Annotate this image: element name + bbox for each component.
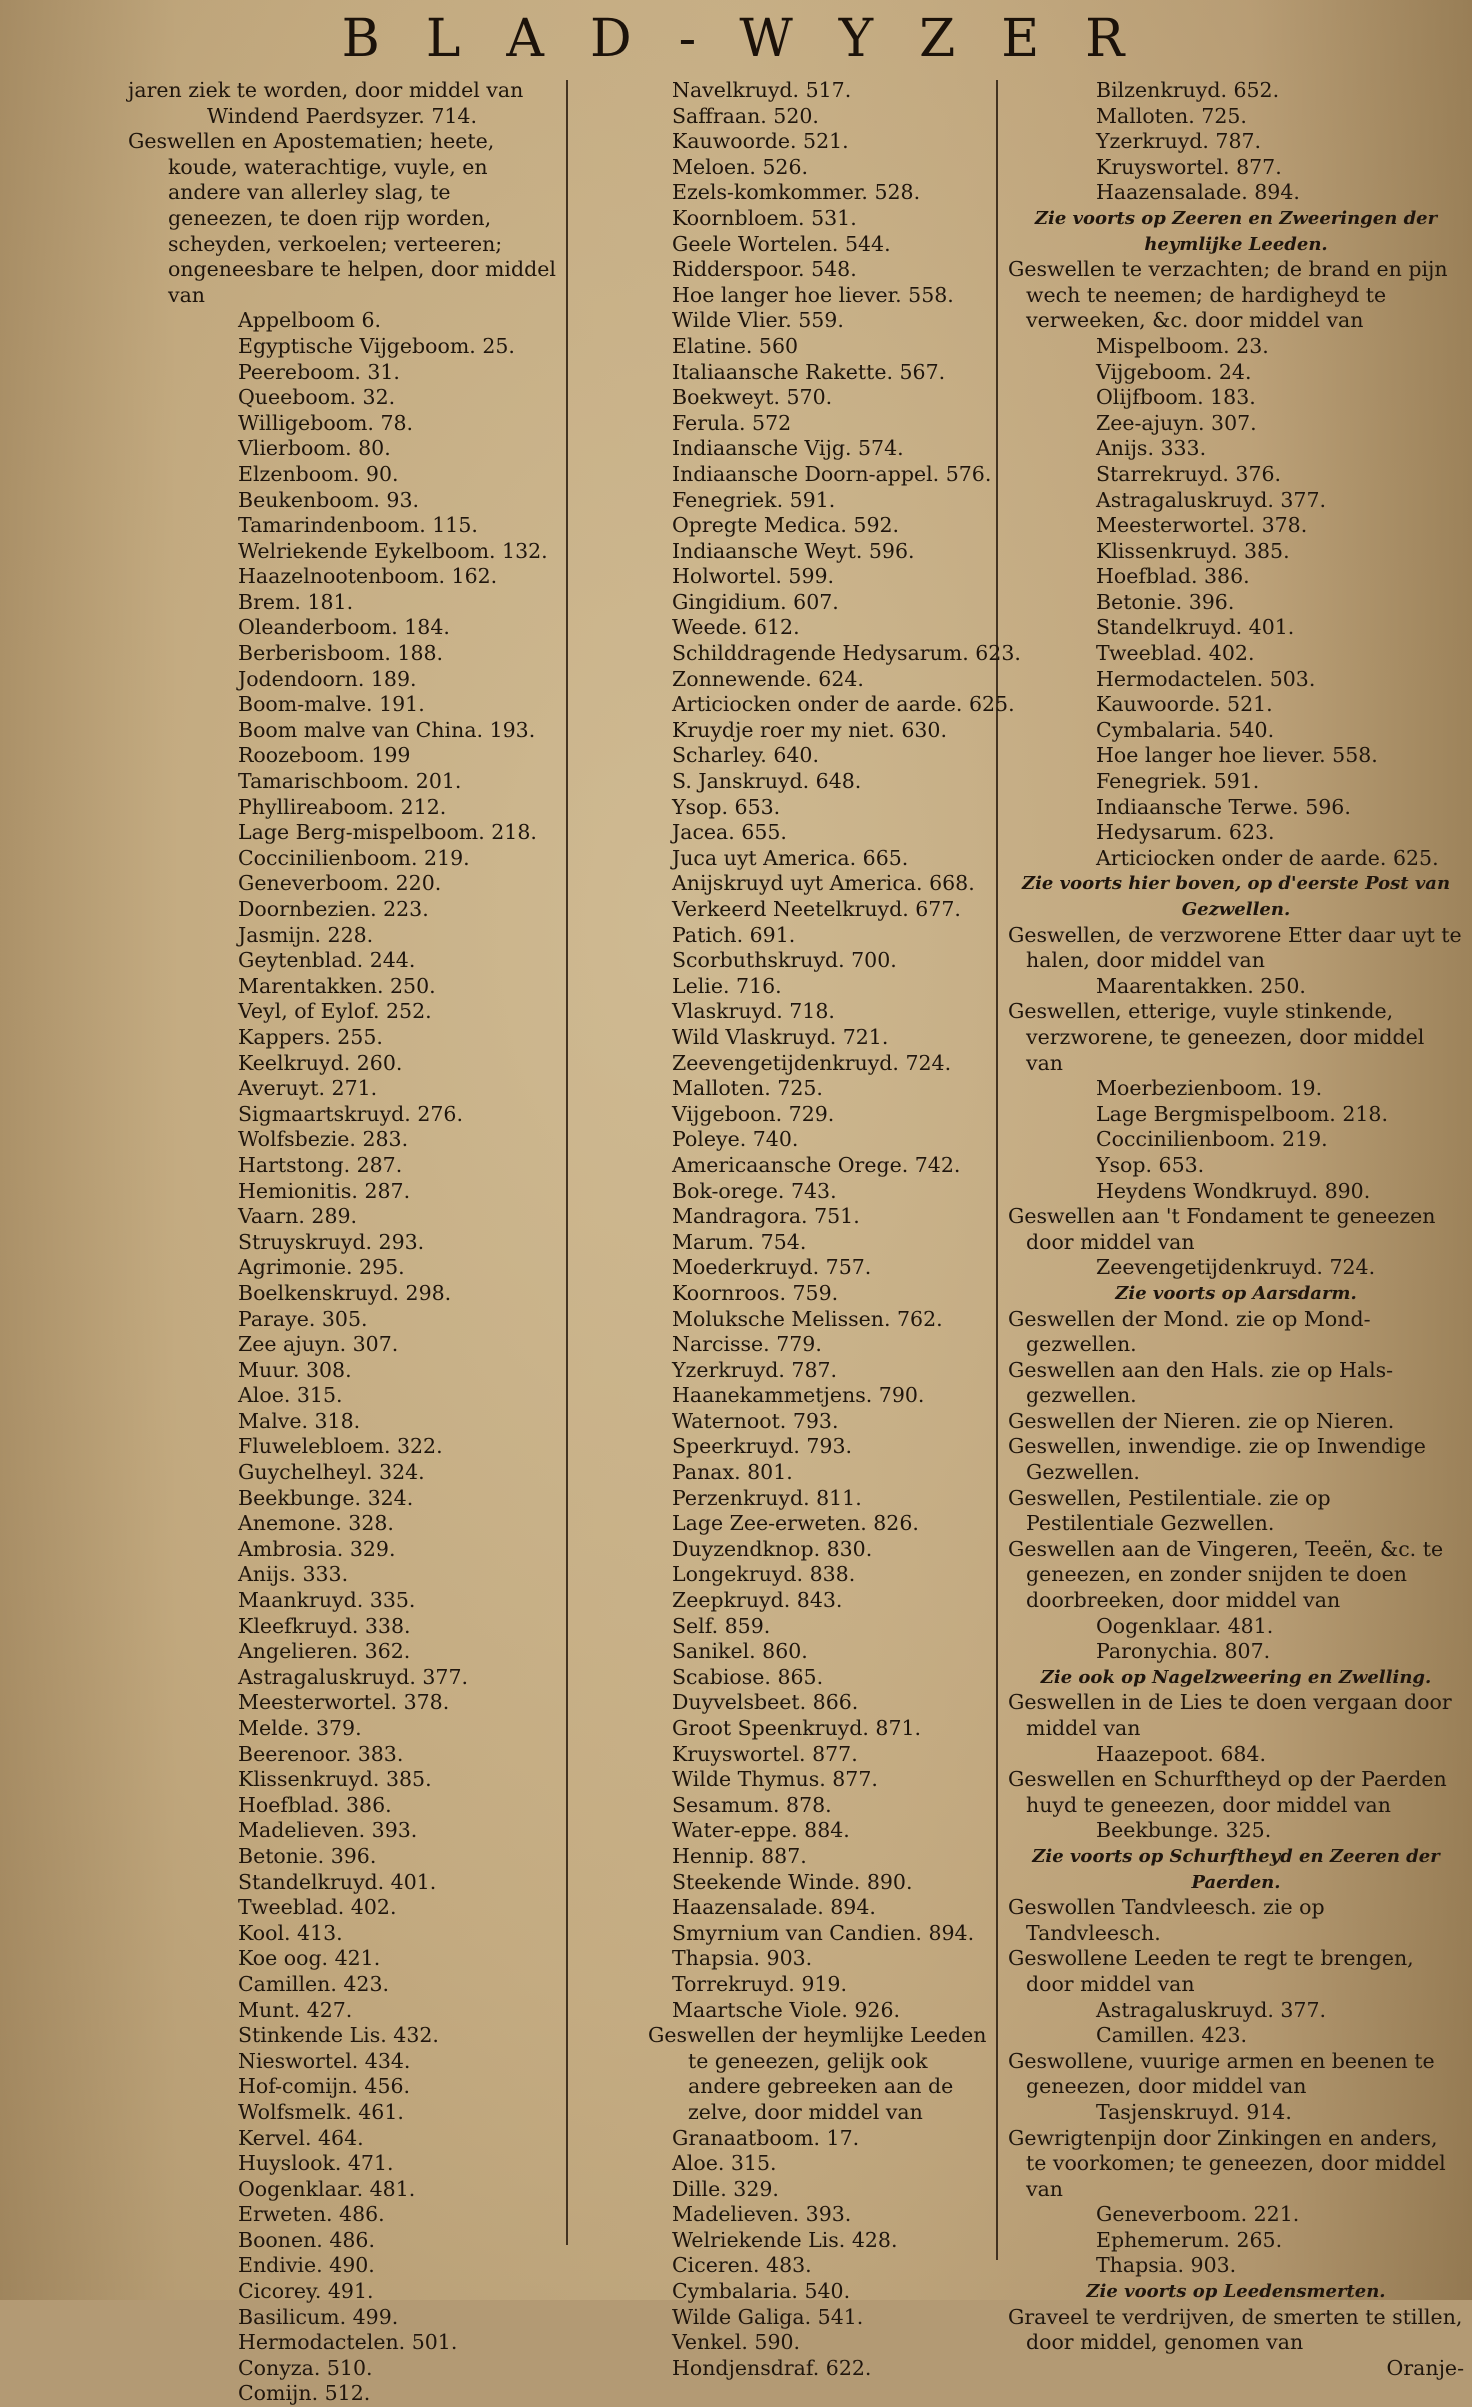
catchword: Oranje- xyxy=(1386,2355,1464,2380)
index-item: Opregte Medica. 592. xyxy=(672,513,900,538)
index-item: Wilde Vlier. 559. xyxy=(672,308,844,333)
index-item: Yzerkruyd. 787. xyxy=(672,1357,838,1382)
index-item: Moederkruyd. 757. xyxy=(672,1255,872,1280)
index-item: Marum. 754. xyxy=(672,1229,807,1254)
index-heading: Geswellen en Apostematien; heete, koude, waterachtige, vuyle, en andere van allerley slag, te geneezen, te doen rijp worden, scheyden, verkoelen; verteeren; ongeneesbare te helpen, door middel van xyxy=(128,129,556,307)
index-item: Steekende Winde. 890. xyxy=(672,1869,913,1894)
index-item: Malve. 318. xyxy=(238,1408,361,1433)
index-item: Ysop. 653. xyxy=(1096,1152,1205,1177)
index-item: Aloe. 315. xyxy=(238,1383,343,1408)
index-item: Kleefkruyd. 338. xyxy=(238,1613,411,1638)
index-item: Wolfsbezie. 283. xyxy=(238,1127,409,1152)
index-item: Haazensalade. 894. xyxy=(1096,180,1300,205)
index-heading: Geswellen aan 't Fondament te geneezen door middel van xyxy=(1008,1204,1436,1254)
index-item: Fenegriek. 591. xyxy=(672,487,836,512)
cross-reference: Zie voorts op Aarsdarm. xyxy=(1115,1282,1357,1304)
index-item: Appelboom 6. xyxy=(238,308,382,333)
index-item: Hof-comijn. 456. xyxy=(238,2074,411,2099)
index-heading: Geswellen der heymlijke Leeden te geneezen, gelijk ook andere gebreeken aan de zelve, door middel van xyxy=(648,2023,987,2124)
index-item: Hermodactelen. 503. xyxy=(1096,666,1316,691)
index-item: Endivie. 490. xyxy=(238,2253,375,2278)
index-heading: Geswellen en Schurftheyd op der Paerden huyd te geneezen, door middel van xyxy=(1008,1767,1447,1817)
index-item: Oogenklaar. 481. xyxy=(1096,1613,1274,1638)
index-item: Marentakken. 250. xyxy=(238,973,436,998)
index-item: Haanekammetjens. 790. xyxy=(672,1383,925,1408)
index-item: Jodendoorn. 189. xyxy=(238,666,417,691)
index-item: Windend Paerdsyzer. 714. xyxy=(207,103,477,128)
index-item: Thapsia. 903. xyxy=(1096,2253,1237,2278)
index-item: Tamarindenboom. 115. xyxy=(238,513,478,538)
index-item: Maartsche Viole. 926. xyxy=(672,1997,901,2022)
column-rule-right xyxy=(996,80,998,2260)
index-item: Lelie. 716. xyxy=(672,973,782,998)
index-item: Tamarischboom. 201. xyxy=(238,769,462,794)
index-item: Averuyt. 271. xyxy=(238,1076,378,1101)
index-item: Camillen. 423. xyxy=(1096,2023,1248,2048)
index-item: Tweeblad. 402. xyxy=(1096,641,1255,666)
index-item: Ciceren. 483. xyxy=(672,2253,812,2278)
continued-text: jaren ziek te worden, door middel van xyxy=(128,78,524,102)
index-item: Self. 859. xyxy=(672,1613,771,1638)
index-item: Haazepoot. 684. xyxy=(1096,1741,1266,1766)
index-item: Cymbalaria. 540. xyxy=(672,2279,851,2304)
index-item: Dille. 329. xyxy=(672,2176,779,2201)
index-item: Moerbezienboom. 19. xyxy=(1096,1076,1323,1101)
index-item: Munt. 427. xyxy=(238,1997,353,2022)
index-item: Beekbunge. 324. xyxy=(238,1485,414,1510)
index-item: Italiaansche Rakette. 567. xyxy=(672,359,946,384)
index-item: Koornbloem. 531. xyxy=(672,205,857,230)
index-item: Boom malve van China. 193. xyxy=(238,717,536,742)
index-item: Scabiose. 865. xyxy=(672,1664,824,1689)
index-item: Weede. 612. xyxy=(672,615,800,640)
index-item: Hoe langer hoe liever. 558. xyxy=(672,282,954,307)
index-item: Zee ajuyn. 307. xyxy=(238,1332,399,1357)
index-column-1 xyxy=(128,78,556,2407)
index-item: Keelkruyd. 260. xyxy=(238,1050,403,1075)
index-item: Ephemerum. 265. xyxy=(1096,2227,1283,2252)
index-item: Juca uyt America. 665. xyxy=(672,845,909,870)
index-item: Hermodactelen. 501. xyxy=(238,2330,458,2355)
index-item: Venkel. 590. xyxy=(672,2330,801,2355)
index-item: Boom-malve. 191. xyxy=(238,692,425,717)
index-column-2 xyxy=(648,78,1021,2381)
index-item: Hedysarum. 623. xyxy=(1096,820,1275,845)
index-item: Anijs. 333. xyxy=(1096,436,1207,461)
index-item: Indiaansche Vijg. 574. xyxy=(672,436,904,461)
index-item: Guychelheyl. 324. xyxy=(238,1460,425,1485)
index-item: Conyza. 510. xyxy=(238,2355,373,2380)
index-item: Welriekende Eykelboom. 132. xyxy=(238,538,548,563)
index-item: Fluwelebloem. 322. xyxy=(238,1434,443,1459)
index-item: Zee-ajuyn. 307. xyxy=(1096,410,1257,435)
index-item: Hennip. 887. xyxy=(672,1843,807,1868)
index-item: Gingidium. 607. xyxy=(672,589,839,614)
index-heading: Geswellen, de verzworene Etter daar uyt te halen, door middel van xyxy=(1008,922,1462,973)
index-item: Angelieren. 362. xyxy=(238,1639,411,1664)
index-item: Lage Bergmispelboom. 218. xyxy=(1096,1101,1388,1126)
index-item: Maarentakken. 250. xyxy=(1096,973,1306,998)
index-item: Egyptische Vijgeboom. 25. xyxy=(238,333,515,358)
index-item: Speerkruyd. 793. xyxy=(672,1434,853,1459)
index-item: Hoefblad. 386. xyxy=(238,1792,392,1817)
index-item: Water-eppe. 884. xyxy=(672,1818,850,1843)
index-item: Vijgeboom. 24. xyxy=(1096,359,1252,384)
index-item: Geele Wortelen. 544. xyxy=(672,231,891,256)
index-heading: Geswellen der Nieren. zie op Nieren. xyxy=(1008,1408,1395,1433)
index-item: Duyvelsbeet. 866. xyxy=(672,1690,859,1715)
index-item: Hartstong. 287. xyxy=(238,1152,403,1177)
index-item: Articiocken onder de aarde. 625. xyxy=(1096,845,1439,870)
index-item: Maankruyd. 335. xyxy=(238,1588,416,1613)
index-item: Beerenoor. 383. xyxy=(238,1741,404,1766)
index-item: Elzenboom. 90. xyxy=(238,461,399,486)
index-item: Brem. 181. xyxy=(238,589,354,614)
index-item: Ysop. 653. xyxy=(672,794,781,819)
index-item: Narcisse. 779. xyxy=(672,1332,822,1357)
index-item: Perzenkruyd. 811. xyxy=(672,1485,862,1510)
index-item: Phyllireaboom. 212. xyxy=(238,794,447,819)
index-item: Huyslook. 471. xyxy=(238,2151,394,2176)
index-item: Ferula. 572 xyxy=(672,410,792,435)
index-item: Agrimonie. 295. xyxy=(238,1255,405,1280)
index-item: Jasmijn. 228. xyxy=(238,922,374,947)
index-heading: Gewrigtenpijn door Zinkingen en anders, te voorkomen; te geneezen, door middel van xyxy=(1008,2125,1446,2201)
cross-reference: Zie voorts op Leedensmerten. xyxy=(1086,2281,1386,2303)
index-item: Vlierboom. 80. xyxy=(238,436,391,461)
index-item: Oleanderboom. 184. xyxy=(238,615,450,640)
index-item: Astragaluskruyd. 377. xyxy=(238,1664,469,1689)
index-item: Vlaskruyd. 718. xyxy=(672,999,835,1024)
index-item: Longekruyd. 838. xyxy=(672,1562,856,1587)
index-item: Basilicum. 499. xyxy=(238,2304,399,2329)
index-item: Kauwoorde. 521. xyxy=(1096,692,1273,717)
index-heading: Geswellen te verzachten; de brand en pijn wech te neemen; de hardigheyd te verweeken, &c. door middel van xyxy=(1008,257,1448,333)
index-item: Haazensalade. 894. xyxy=(672,1895,876,1920)
index-item: Klissenkruyd. 385. xyxy=(1096,538,1290,563)
index-item: Sigmaartskruyd. 276. xyxy=(238,1101,463,1126)
index-item: Ridderspoor. 548. xyxy=(672,257,857,282)
index-item: Indiaansche Terwe. 596. xyxy=(1096,794,1351,819)
index-heading: Geswellen, Pestilentiale. zie op Pestilentiale Gezwellen. xyxy=(1008,1485,1331,1536)
index-item: Doornbezien. 223. xyxy=(238,897,429,921)
index-item: Kruyswortel. 877. xyxy=(672,1741,858,1766)
index-item: Bok-orege. 743. xyxy=(672,1178,837,1203)
index-item: Coccinilienboom. 219. xyxy=(238,845,470,870)
index-item: Panax. 801. xyxy=(672,1460,793,1485)
index-heading: Geswellen aan de Vingeren, Teeën, &c. te geneezen, en zonder snijden te doen doorbreeken, door middel van xyxy=(1008,1536,1444,1613)
index-item: Struyskruyd. 293. xyxy=(238,1229,425,1254)
index-item: Anemone. 328. xyxy=(238,1511,394,1536)
index-item: Cymbalaria. 540. xyxy=(1096,717,1275,742)
index-item: Melde. 379. xyxy=(238,1716,362,1740)
index-item: Hoe langer hoe liever. 558. xyxy=(1096,743,1378,768)
index-heading: Graveel te verdrijven, de smerten te stillen, door middel, genomen van xyxy=(1008,2304,1463,2355)
index-item: Patich. 691. xyxy=(672,922,796,947)
index-item: Hemionitis. 287. xyxy=(238,1178,411,1203)
index-item: Madelieven. 393. xyxy=(672,2202,852,2227)
index-item: Sanikel. 860. xyxy=(672,1639,808,1664)
index-item: Anijs. 333. xyxy=(238,1562,349,1587)
index-item: Malloten. 725. xyxy=(672,1076,823,1101)
index-item: Kool. 413. xyxy=(238,1920,343,1945)
index-item: Duyzendknop. 830. xyxy=(672,1536,873,1561)
index-column-3 xyxy=(1008,78,1464,2381)
index-item: Hondjensdraf. 622. xyxy=(672,2355,872,2380)
index-item: Astragaluskruyd. 377. xyxy=(1096,487,1327,512)
index-item: Haazelnootenboom. 162. xyxy=(238,564,498,589)
index-item: Kruydje roer my niet. 630. xyxy=(672,717,947,742)
index-item: Malloten. 725. xyxy=(1096,103,1247,128)
cross-reference: Zie voorts op Schurftheyd en Zeeren der Paerden. xyxy=(1032,1845,1440,1893)
index-item: Zonnewende. 624. xyxy=(672,666,864,691)
index-item: Olijfboom. 183. xyxy=(1096,385,1256,410)
index-item: Oogenklaar. 481. xyxy=(238,2176,416,2201)
index-item: Vaarn. 289. xyxy=(238,1204,358,1229)
index-item: Klissenkruyd. 385. xyxy=(238,1767,432,1792)
page-header: BLAD-WYZER xyxy=(341,9,1171,69)
index-item: Granaatboom. 17. xyxy=(672,2125,860,2150)
index-heading: Geswollen Tandvleesch. zie op Tandvleesch. xyxy=(1008,1895,1325,1945)
index-item: Berberisboom. 188. xyxy=(238,641,444,666)
index-item: Bilzenkruyd. 652. xyxy=(1096,78,1280,102)
index-item: Queeboom. 32. xyxy=(238,385,396,410)
index-item: Heydens Wondkruyd. 890. xyxy=(1096,1178,1371,1203)
index-item: Koornroos. 759. xyxy=(672,1280,839,1305)
index-item: Betonie. 396. xyxy=(238,1843,377,1868)
index-item: Astragaluskruyd. 377. xyxy=(1096,1997,1327,2022)
index-item: Mandragora. 751. xyxy=(672,1204,860,1229)
index-heading: Geswollene Leeden te regt te brengen, door middel van xyxy=(1008,1946,1414,1996)
index-item: Meesterwortel. 378. xyxy=(238,1690,450,1715)
index-item: Elatine. 560 xyxy=(672,333,799,358)
index-item: Aloe. 315. xyxy=(672,2151,777,2176)
index-item: Betonie. 396. xyxy=(1096,589,1235,614)
index-item: Beukenboom. 93. xyxy=(238,487,420,512)
index-item: Boelkenskruyd. 298. xyxy=(238,1280,452,1305)
index-item: Moluksche Melissen. 762. xyxy=(672,1306,943,1331)
index-heading: Geswellen, etterige, vuyle stinkende, verzworene, te geneezen, door middel van xyxy=(1008,999,1425,1075)
index-item: Saffraan. 520. xyxy=(672,103,819,128)
index-heading: Geswellen der Mond. zie op Mond-gezwellen. xyxy=(1008,1306,1371,1357)
index-item: Americaansche Orege. 742. xyxy=(672,1152,961,1177)
index-item: Veyl, of Eylof. 252. xyxy=(238,999,432,1024)
index-item: Beekbunge. 325. xyxy=(1096,1818,1272,1843)
index-item: S. Janskruyd. 648. xyxy=(672,769,862,794)
index-item: Kappers. 255. xyxy=(238,1024,383,1049)
index-item: Jacea. 655. xyxy=(672,820,787,845)
index-item: Poleye. 740. xyxy=(672,1127,799,1152)
index-item: Indiaansche Weyt. 596. xyxy=(672,538,915,563)
index-item: Ambrosia. 329. xyxy=(238,1536,396,1561)
index-item: Geytenblad. 244. xyxy=(238,948,416,973)
index-item: Paraye. 305. xyxy=(238,1306,368,1331)
index-heading: Geswollene, vuurige armen en beenen te geneezen, door middel van xyxy=(1008,2048,1435,2099)
index-item: Mispelboom. 23. xyxy=(1096,333,1269,358)
index-item: Zeevengetijdenkruyd. 724. xyxy=(672,1050,952,1075)
index-item: Wolfsmelk. 461. xyxy=(238,2099,404,2124)
index-item: Geneverboom. 221. xyxy=(1096,2202,1300,2227)
index-item: Peereboom. 31. xyxy=(238,359,400,384)
index-item: Kruyswortel. 877. xyxy=(1096,154,1282,179)
index-item: Schilddragende Hedysarum. 623. xyxy=(672,641,1021,666)
index-item: Holwortel. 599. xyxy=(672,564,835,589)
index-item: Ezels-komkommer. 528. xyxy=(672,180,921,205)
index-item: Welriekende Lis. 428. xyxy=(672,2227,898,2252)
index-item: Zeepkruyd. 843. xyxy=(672,1588,843,1613)
index-item: Wilde Thymus. 877. xyxy=(672,1767,878,1792)
index-item: Articiocken onder de aarde. 625. xyxy=(672,692,1015,717)
cross-reference: Zie voorts op Zeeren en Zweeringen der heymlijke Leeden. xyxy=(1034,207,1438,255)
index-item: Standelkruyd. 401. xyxy=(1096,615,1295,640)
index-item: Fenegriek. 591. xyxy=(1096,769,1260,794)
index-item: Muur. 308. xyxy=(238,1357,352,1382)
index-item: Thapsia. 903. xyxy=(672,1946,813,1971)
index-heading: Geswellen, inwendige. zie op Inwendige Gezwellen. xyxy=(1008,1434,1426,1485)
index-item: Zeevengetijdenkruyd. 724. xyxy=(1096,1255,1376,1280)
index-item: Standelkruyd. 401. xyxy=(238,1869,437,1894)
index-item: Vijgeboon. 729. xyxy=(672,1101,835,1126)
index-item: Tasjenskruyd. 914. xyxy=(1096,2099,1292,2124)
index-item: Lage Berg-mispelboom. 218. xyxy=(238,820,537,845)
index-item: Yzerkruyd. 787. xyxy=(1096,129,1262,154)
index-item: Tweeblad. 402. xyxy=(238,1895,397,1920)
index-item: Verkeerd Neetelkruyd. 677. xyxy=(672,897,961,921)
index-item: Starrekruyd. 376. xyxy=(1096,461,1282,486)
index-item: Coccinilienboom. 219. xyxy=(1096,1127,1328,1152)
index-item: Paronychia. 807. xyxy=(1096,1639,1271,1664)
index-item: Meloen. 526. xyxy=(672,154,809,179)
index-item: Roozeboom. 199 xyxy=(238,743,411,768)
index-item: Indiaansche Doorn-appel. 576. xyxy=(672,461,992,486)
index-item: Stinkende Lis. 432. xyxy=(238,2023,439,2048)
cross-reference: Zie voorts hier boven, op d'eerste Post van Gezwellen. xyxy=(1021,873,1451,920)
column-rule-left xyxy=(566,80,568,2245)
cross-reference: Zie ook op Nagelzweering en Zwelling. xyxy=(1040,1666,1432,1688)
index-item: Hoefblad. 386. xyxy=(1096,564,1250,589)
index-item: Nieswortel. 434. xyxy=(238,2048,411,2073)
index-item: Scorbuthskruyd. 700. xyxy=(672,948,897,973)
index-item: Sesamum. 878. xyxy=(672,1792,832,1817)
index-item: Geneverboom. 220. xyxy=(238,871,442,896)
index-item: Erweten. 486. xyxy=(238,2202,385,2227)
index-item: Navelkruyd. 517. xyxy=(672,78,852,102)
index-item: Lage Zee-erweten. 826. xyxy=(672,1511,919,1536)
index-item: Madelieven. 393. xyxy=(238,1818,418,1843)
index-item: Kervel. 464. xyxy=(238,2125,364,2150)
index-item: Waternoot. 793. xyxy=(672,1408,839,1433)
index-item: Boonen. 486. xyxy=(238,2227,375,2252)
index-item: Wilde Galiga. 541. xyxy=(672,2304,864,2329)
index-item: Anijskruyd uyt America. 668. xyxy=(672,871,975,896)
index-heading: Geswellen aan den Hals. zie op Hals-gezwellen. xyxy=(1008,1357,1394,1408)
index-item: Willigeboom. 78. xyxy=(238,410,414,435)
index-item: Comijn. 512. xyxy=(238,2381,371,2406)
index-item: Wild Vlaskruyd. 721. xyxy=(672,1024,889,1049)
index-item: Camillen. 423. xyxy=(238,1971,390,1996)
index-item: Kauwoorde. 521. xyxy=(672,129,849,154)
index-item: Boekweyt. 570. xyxy=(672,385,833,410)
index-item: Meesterwortel. 378. xyxy=(1096,513,1308,538)
index-item: Torrekruyd. 919. xyxy=(672,1971,847,1996)
index-item: Koe oog. 421. xyxy=(238,1946,381,1971)
index-item: Smyrnium van Candien. 894. xyxy=(672,1920,975,1945)
index-item: Groot Speenkruyd. 871. xyxy=(672,1716,922,1740)
index-heading: Geswellen in de Lies te doen vergaan door middel van xyxy=(1008,1690,1452,1740)
index-item: Scharley. 640. xyxy=(672,743,819,768)
index-item: Cicorey. 491. xyxy=(238,2279,374,2304)
